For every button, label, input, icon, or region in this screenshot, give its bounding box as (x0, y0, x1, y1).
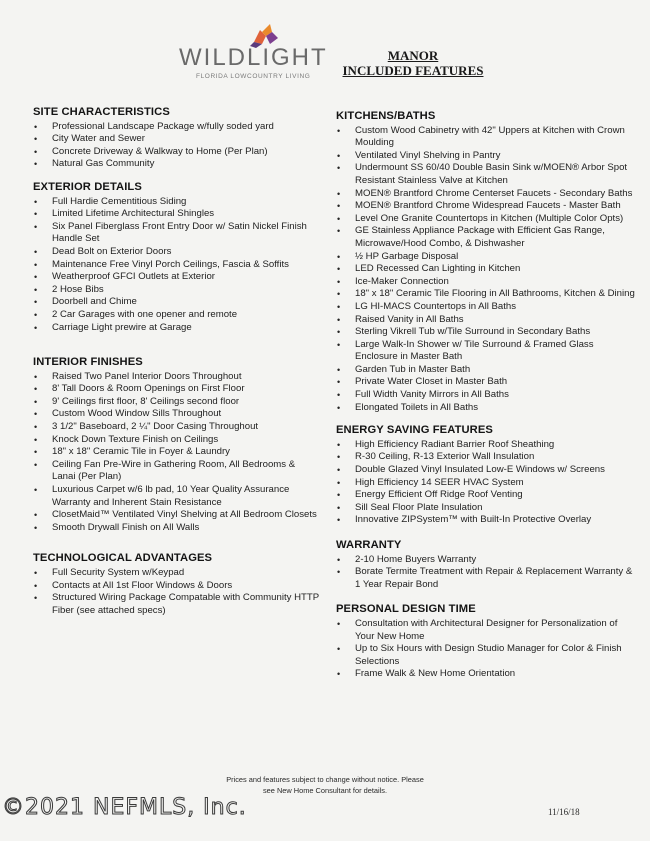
feature-item: • Consultation with Architectural Designer for Personalization of Your New Home (333, 618, 638, 643)
feature-item: • Large Walk-In Shower w/ Tile Surround & Framed Glass Enclosure in Master Bath (333, 339, 638, 364)
feature-item: • 18" x 18" Ceramic Tile in Foyer & Laundry (30, 446, 320, 459)
feature-item: • Private Water Closet in Master Bath (333, 376, 638, 389)
feature-item: • Undermount SS 60/40 Double Basin Sink w/MOEN® Arbor Spot Resistant Stainless Valve at Kitchen (333, 162, 638, 187)
copyright-watermark: ©2021 NEFMLS, Inc. (2, 795, 247, 820)
feature-item: • Full Width Vanity Mirrors in All Baths (333, 389, 638, 402)
feature-list (30, 121, 320, 171)
feature-item: • Professional Landscape Package w/fully soded yard (30, 121, 320, 134)
feature-item: • Garden Tub in Master Bath (333, 364, 638, 377)
feature-list (30, 567, 320, 617)
section-technological-advantages (30, 552, 320, 617)
feature-item: • 8' Tall Doors & Room Openings on First Floor (30, 383, 320, 396)
section-personal-design-time (333, 603, 638, 681)
feature-item: • Up to Six Hours with Design Studio Manager for Color & Finish Selections (333, 643, 638, 668)
brand-tagline: FLORIDA LOWCOUNTRY LIVING (196, 73, 311, 80)
revision-date: 11/16/18 (548, 807, 580, 817)
feature-item: • MOEN® Brantford Chrome Widespread Faucets - Master Bath (333, 200, 638, 213)
feature-item: • Carriage Light prewire at Garage (30, 322, 320, 335)
feature-item: • 18" x 18" Ceramic Tile Flooring in All Bathrooms, Kitchen & Dining (333, 288, 638, 301)
section-site-characteristics (30, 106, 320, 171)
feature-item: • Sill Seal Floor Plate Insulation (333, 502, 638, 515)
feature-item: • Sterling Vikrell Tub w/Tile Surround in Secondary Baths (333, 326, 638, 339)
disclaimer-line-1: Prices and features subject to change without notice. Please (226, 775, 424, 784)
feature-item: • Ice-Maker Connection (333, 276, 638, 289)
feature-item: • Ventilated Vinyl Shelving in Pantry (333, 150, 638, 163)
feature-item: • Double Glazed Vinyl Insulated Low-E Windows w/ Screens (333, 464, 638, 477)
feature-item: • 2 Hose Bibs (30, 284, 320, 297)
feature-item: • Maintenance Free Vinyl Porch Ceilings, Fascia & Soffits (30, 259, 320, 272)
left-column (30, 106, 320, 617)
feature-list (30, 196, 320, 335)
section-warranty (333, 539, 638, 591)
feature-item: • Innovative ZIPSystem™ with Built-In Protective Overlay (333, 514, 638, 527)
disclaimer-line-2: see New Home Consultant for details. (262, 785, 388, 795)
feature-item: • High Efficiency 14 SEER HVAC System (333, 477, 638, 490)
feature-item: • ClosetMaid™ Ventilated Vinyl Shelving at All Bedroom Closets (30, 509, 320, 522)
section-title: TECHNOLOGICAL ADVANTAGES (33, 552, 213, 565)
feature-list (30, 371, 320, 535)
section-title: INTERIOR FINISHES (33, 356, 143, 369)
feature-item: • GE Stainless Appliance Package with Efficient Gas Range, Microwave/Hood Combo, & Dishwasher (333, 225, 638, 250)
feature-item: • Structured Wiring Package Compatable with Community HTTP Fiber (see attached specs) (30, 592, 320, 617)
feature-item: • Six Panel Fiberglass Front Entry Door w/ Satin Nickel Finish Handle Set (30, 221, 320, 246)
feature-item: • Contacts at All 1st Floor Windows & Doors (30, 580, 320, 593)
right-column (333, 110, 638, 681)
section-interior-finishes (30, 356, 320, 534)
feature-list (333, 618, 638, 681)
feature-item: • Borate Termite Treatment with Repair & Replacement Warranty & 1 Year Repair Bond (333, 566, 638, 591)
feature-item: • Raised Vanity in All Baths (333, 314, 638, 327)
feature-item: • MOEN® Brantford Chrome Centerset Faucets - Secondary Baths (333, 188, 638, 201)
document-title-manor: MANOR (387, 48, 439, 63)
feature-item: • Full Security System w/Keypad (30, 567, 320, 580)
feature-item: • Custom Wood Window Sills Throughout (30, 408, 320, 421)
section-kitchens-baths (333, 110, 638, 414)
feature-item: • Custom Wood Cabinetry with 42" Uppers at Kitchen with Crown Moulding (333, 125, 638, 150)
section-title: PERSONAL DESIGN TIME (336, 603, 476, 616)
feature-item: • Knock Down Texture Finish on Ceilings (30, 434, 320, 447)
feature-item: • City Water and Sewer (30, 133, 320, 146)
document-title-features: INCLUDED FEATURES (342, 63, 484, 78)
feature-item: • Doorbell and Chime (30, 296, 320, 309)
section-title: SITE CHARACTERISTICS (33, 106, 170, 118)
feature-item: • Weatherproof GFCI Outlets at Exterior (30, 271, 320, 284)
feature-list (333, 439, 638, 527)
feature-item: • Ceiling Fan Pre-Wire in Gathering Room, All Bedrooms & Lanai (Per Plan) (30, 459, 320, 484)
feature-item: • Natural Gas Community (30, 158, 320, 171)
feature-item: • High Efficiency Radiant Barrier Roof Sheathing (333, 439, 638, 452)
feature-item: • Frame Walk & New Home Orientation (333, 668, 638, 681)
feature-item: • 9' Ceilings first floor, 8' Ceilings second floor (30, 396, 320, 409)
feature-item: • R-30 Ceiling, R-13 Exterior Wall Insulation (333, 451, 638, 464)
feature-item: • Raised Two Panel Interior Doors Throughout (30, 371, 320, 384)
feature-item: • Elongated Toilets in All Baths (333, 402, 638, 415)
feature-list (333, 125, 638, 415)
feature-item: • Concrete Driveway & Walkway to Home (Per Plan) (30, 146, 320, 159)
feature-item: • Smooth Drywall Finish on All Walls (30, 522, 320, 535)
feature-item: • 2 Car Garages with one opener and remote (30, 309, 320, 322)
section-title: EXTERIOR DETAILS (33, 180, 142, 193)
feature-item: • LED Recessed Can Lighting in Kitchen (333, 263, 638, 276)
section-exterior-details (30, 181, 320, 334)
feature-list (333, 554, 638, 592)
feature-item: • LG HI-MACS Countertops in All Baths (333, 301, 638, 314)
feature-item: • Luxurious Carpet w/6 lb pad, 10 Year Quality Assurance Warranty and Inherent Stain Resistance (30, 484, 320, 509)
feature-item: • Energy Efficient Off Ridge Roof Venting (333, 489, 638, 502)
feature-item: • Level One Granite Countertops in Kitchen (Multiple Color Opts) (333, 213, 638, 226)
disclaimer (190, 775, 460, 796)
section-title: WARRANTY (336, 539, 402, 551)
brand-name: WILDLIGHT (179, 44, 328, 71)
feature-item: • 3 1/2" Baseboard, 2 ¼" Door Casing Throughout (30, 421, 320, 434)
feature-item: • Dead Bolt on Exterior Doors (30, 246, 320, 259)
feature-item: • 2-10 Home Buyers Warranty (333, 554, 638, 567)
section-energy-saving-features (333, 424, 638, 527)
section-title: KITCHENS/BATHS (336, 110, 436, 122)
feature-item: • ½ HP Garbage Disposal (333, 251, 638, 264)
section-title: ENERGY SAVING FEATURES (336, 424, 493, 437)
feature-item: • Limited Lifetime Architectural Shingles (30, 208, 320, 221)
feature-item: • Full Hardie Cementitious Siding (30, 196, 320, 209)
